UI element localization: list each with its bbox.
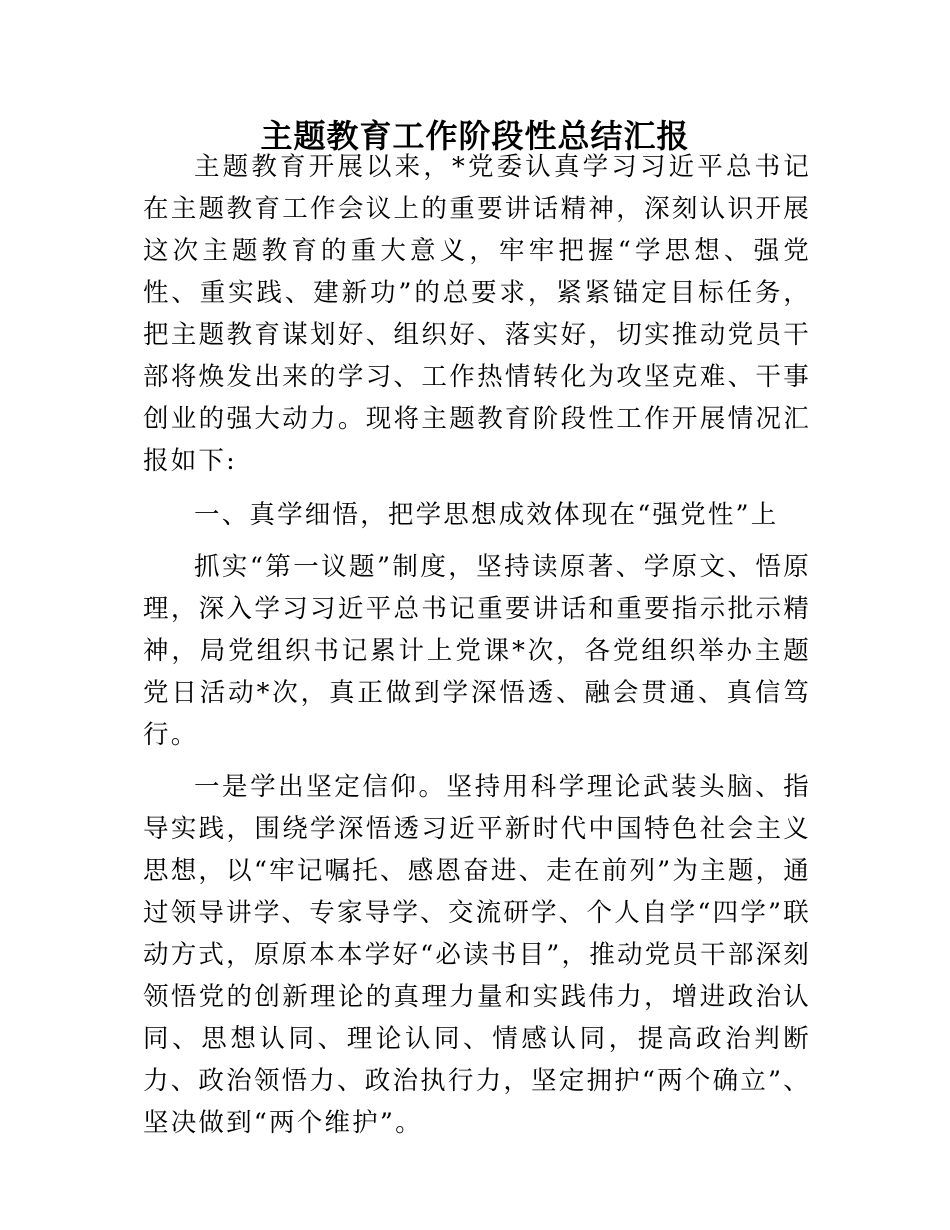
point-1-paragraph: 一是学出坚定信仰。坚持用科学理论武装头脑、指导实践，围绕学深悟透习近平新时代中国特色社会主义思想，以“牢记嘱托、感恩奋进、走在前列”为主题，通过领导讲学、专家导学、交流研学、个人自学“四学”联动方式，原原本本学好“必读书目”，推动党员干部深刻领悟党的创新理论的真理力量和实践伟力，增进政治认同、思想认同、理论认同、情感认同，提高政治判断力、政治领悟力、政治执行力，坚定拥护“两个确立”、坚决做到“两个维护”。: [143, 772, 811, 1138]
document-body: [143, 146, 811, 1144]
section-1-paragraph: 抓实“第一议题”制度，坚持读原著、学原文、悟原理，深入学习习近平总书记重要讲话和重要指示批示精神，局党组织书记累计上党课*次，各党组织举办主题党日活动*次，真正做到学深悟透、融会贯通、真信笃行。: [143, 552, 811, 750]
document-title: 主题教育工作阶段性总结汇报: [260, 117, 690, 155]
intro-paragraph: 主题教育开展以来，*党委认真学习习近平总书记在主题教育工作会议上的重要讲话精神，深刻认识开展这次主题教育的重大意义，牢牢把握“学思想、强党性、重实践、建新功”的总要求，紧紧锚定目标任务，把主题教育谋划好、组织好、落实好，切实推动党员干部将焕发出来的学习、工作热情转化为攻坚克难、干事创业的强大动力。现将主题教育阶段性工作开展情况汇报如下:: [143, 152, 811, 476]
section-heading-1: 一、真学细悟，把学思想成效体现在“强党性”上: [194, 500, 779, 530]
